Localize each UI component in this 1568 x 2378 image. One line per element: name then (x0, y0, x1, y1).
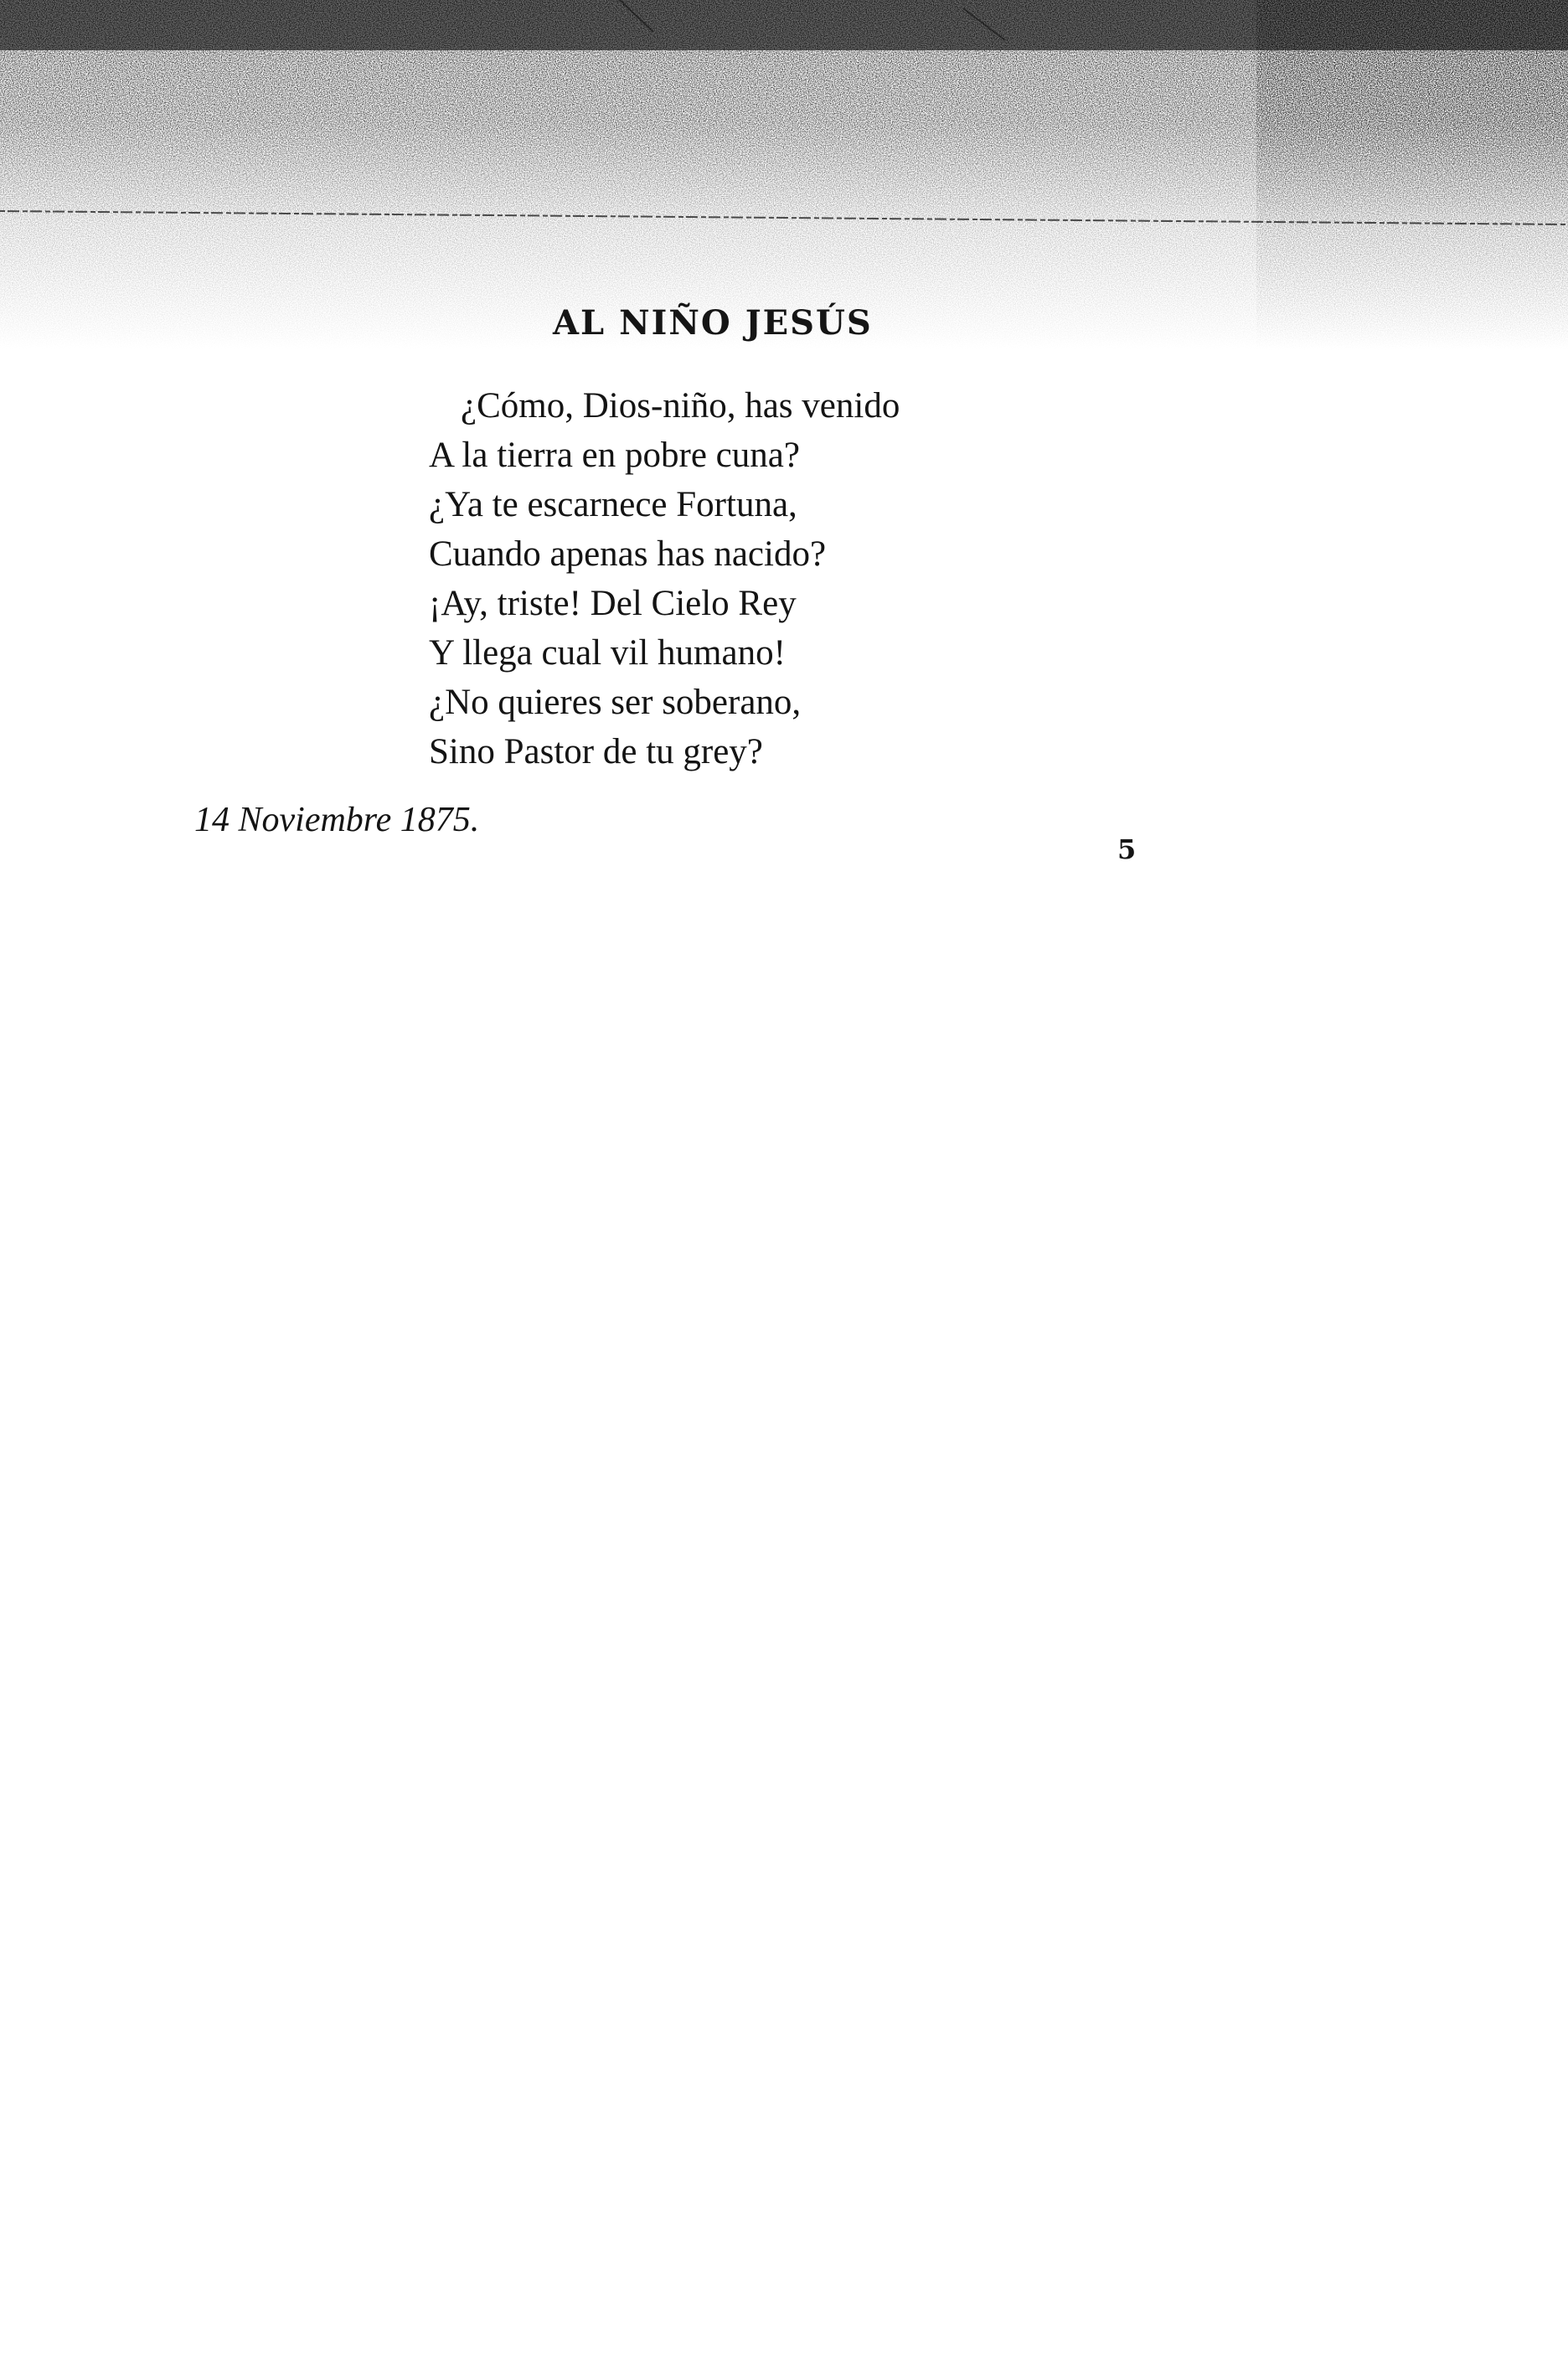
poem-stanza (429, 381, 1015, 776)
poem-line: ¡Ay, triste! Del Cielo Rey (429, 584, 797, 623)
poem-line: A la tierra en pobre cuna? (429, 436, 800, 475)
poem-date: 14 Noviembre 1875. (194, 801, 480, 839)
page-number: 5 (1117, 833, 1137, 865)
poem-line: ¿No quieres ser soberano, (429, 683, 802, 722)
poem-line: Cuando apenas has nacido? (429, 534, 827, 574)
poem-line: ¿Ya te escarnece Fortuna, (429, 485, 797, 524)
poem-line: Sino Pastor de tu grey? (429, 732, 763, 771)
scan-noise-band (0, 0, 1568, 352)
poem-line: Y llega cual vil humano! (429, 633, 786, 673)
poem-line: ¿Cómo, Dios-niño, has venido (461, 386, 900, 426)
poem-title: AL NIÑO JESÚS (553, 303, 873, 343)
